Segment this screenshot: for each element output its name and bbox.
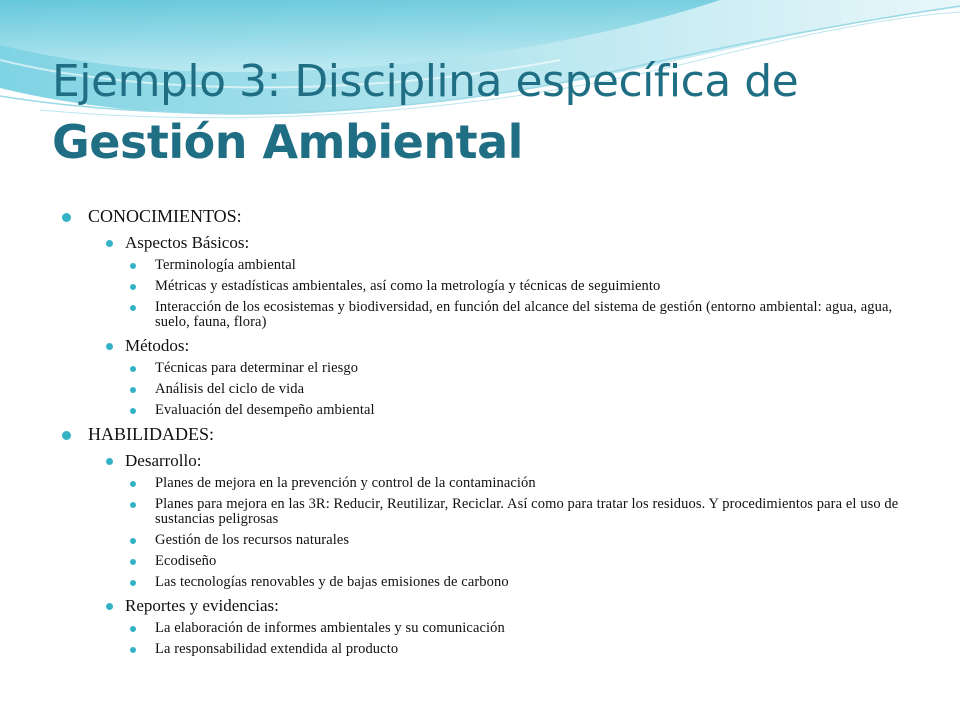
group-label: Métodos:: [125, 336, 190, 355]
bullet-icon: [62, 213, 71, 222]
bullet-icon: [106, 240, 113, 247]
title-line-2: Gestión Ambiental: [52, 115, 523, 169]
bullet-icon: [106, 343, 113, 350]
list-item: [60, 551, 920, 572]
item-text: La elaboración de informes ambientales y su comunicación: [155, 620, 505, 636]
list-item: [60, 530, 920, 551]
list-item: [60, 639, 920, 660]
bullet-icon: [106, 458, 113, 465]
list-item: [60, 400, 920, 421]
slide-content: [60, 203, 920, 660]
item-text: Métricas y estadísticas ambientales, así como la metrología y técnicas de seguimiento: [155, 278, 661, 294]
bullet-icon: [130, 263, 136, 269]
bullet-icon: [130, 305, 136, 311]
section-label: HABILIDADES:: [88, 424, 214, 444]
group-desarrollo: [60, 448, 920, 593]
bullet-icon: [130, 559, 136, 565]
group-label: Aspectos Básicos:: [125, 233, 250, 252]
bullet-icon: [106, 603, 113, 610]
item-text: Análisis del ciclo de vida: [155, 381, 305, 397]
bullet-icon: [130, 408, 136, 414]
item-text: Las tecnologías renovables y de bajas emisiones de carbono: [155, 574, 509, 590]
bullet-icon: [130, 387, 136, 393]
list-item: [60, 473, 920, 494]
item-text: Interacción de los ecosistemas y biodiversidad, en función del alcance del sistema de gestión (entorno ambiental: agua, agua, suelo, fauna, flora): [155, 299, 893, 330]
group-list: [60, 230, 920, 421]
list-item: [60, 358, 920, 379]
item-text: Terminología ambiental: [155, 257, 296, 273]
bullet-icon: [130, 502, 136, 508]
item-text: Técnicas para determinar el riesgo: [155, 360, 359, 376]
list-item: [60, 572, 920, 593]
group-reportes-evidencias: [60, 593, 920, 660]
item-list: [60, 255, 920, 333]
bullet-icon: [130, 538, 136, 544]
item-list: [60, 358, 920, 421]
page-title: [52, 52, 932, 172]
item-text: Planes de mejora en la prevención y control de la contaminación: [155, 475, 536, 491]
list-item: [60, 379, 920, 400]
item-text: Planes para mejora en las 3R: Reducir, Reutilizar, Reciclar. Así como para tratar los residuos. Y procedimientos para el uso de sustancias peligrosas: [155, 496, 899, 527]
item-text: La responsabilidad extendida al producto: [155, 641, 399, 657]
list-item: [60, 494, 920, 530]
bullet-icon: [130, 284, 136, 290]
bullet-icon: [130, 647, 136, 653]
section-label: CONOCIMIENTOS:: [88, 206, 242, 226]
item-list: [60, 618, 920, 660]
item-text: Ecodiseño: [155, 553, 217, 569]
group-label: Reportes y evidencias:: [125, 596, 279, 615]
bullet-icon: [62, 431, 71, 440]
section-list: [60, 203, 920, 660]
bullet-icon: [130, 626, 136, 632]
group-list: [60, 448, 920, 660]
bullet-icon: [130, 481, 136, 487]
item-list: [60, 473, 920, 593]
list-item: [60, 297, 920, 333]
section-habilidades: [60, 421, 920, 660]
title-line-1: Ejemplo 3: Disciplina específica de: [52, 56, 799, 107]
bullet-icon: [130, 580, 136, 586]
group-aspectos-basicos: [60, 230, 920, 333]
group-label: Desarrollo:: [125, 451, 202, 470]
item-text: Evaluación del desempeño ambiental: [155, 402, 375, 418]
list-item: [60, 255, 920, 276]
item-text: Gestión de los recursos naturales: [155, 532, 350, 548]
group-metodos: [60, 333, 920, 421]
list-item: [60, 276, 920, 297]
list-item: [60, 618, 920, 639]
bullet-icon: [130, 366, 136, 372]
section-conocimientos: [60, 203, 920, 421]
